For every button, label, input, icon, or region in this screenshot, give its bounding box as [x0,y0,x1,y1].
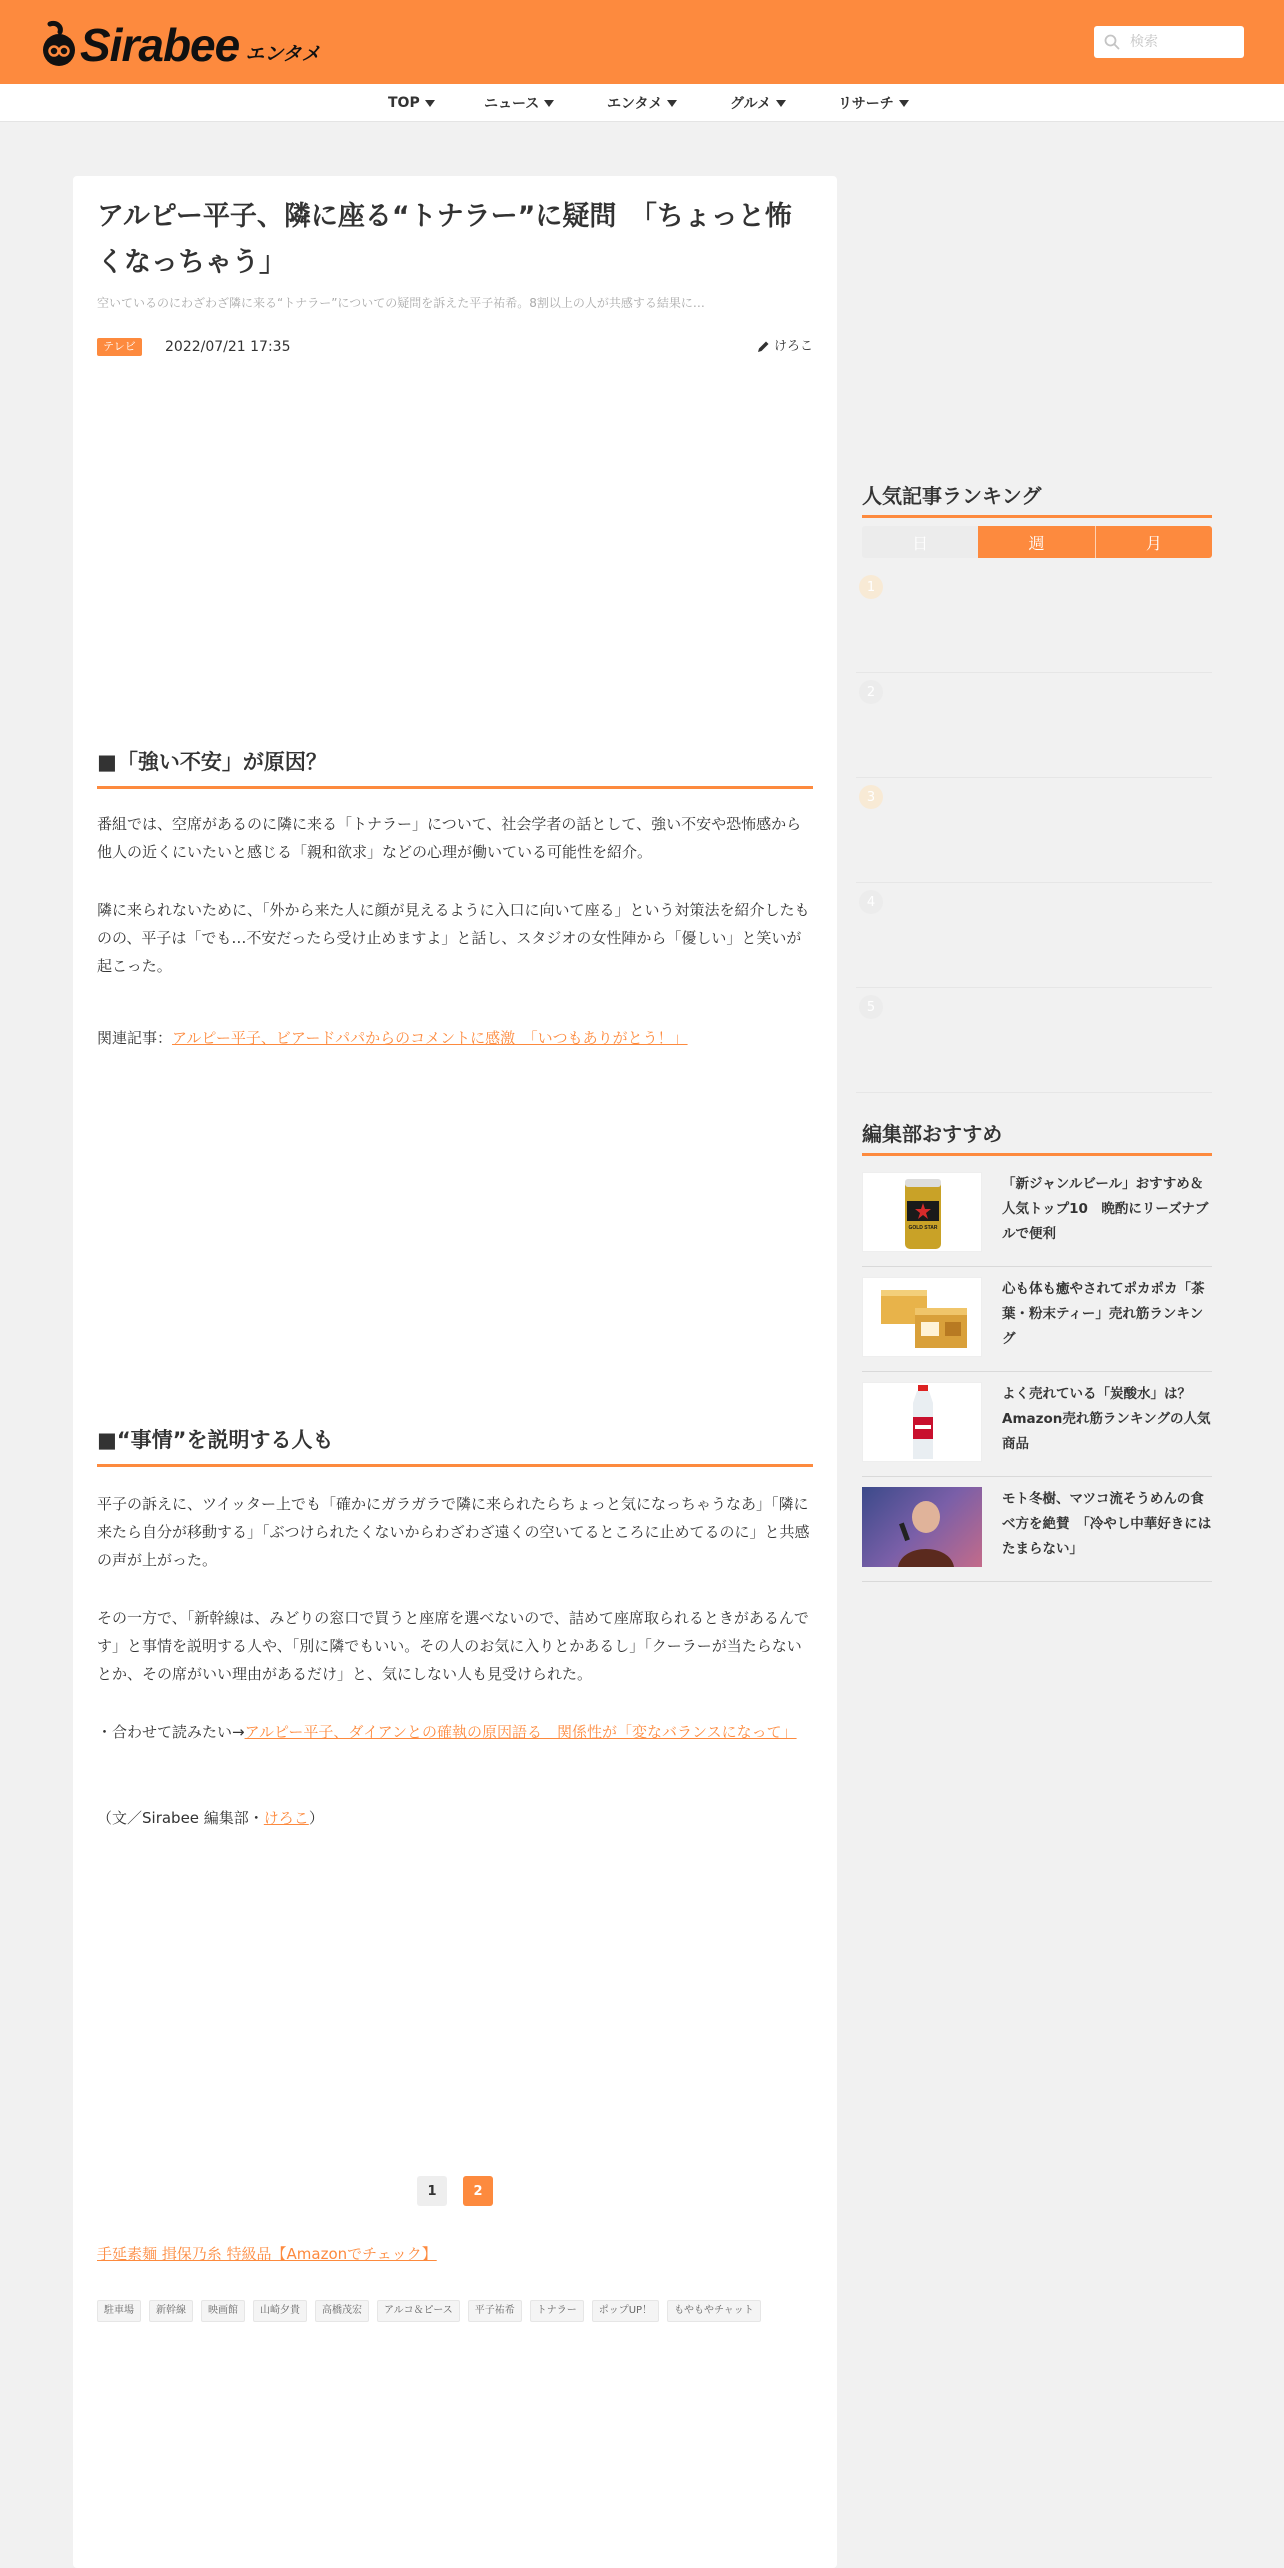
nav-item-top[interactable]: TOP [388,84,435,122]
logo-subtitle: エンタメ [245,43,321,65]
nav-item-news[interactable]: ニュース [484,84,554,122]
nav-item-gourmet[interactable]: グルメ [730,84,786,122]
tag[interactable]: 駐車場 [97,2300,141,2322]
article-card [73,176,837,2568]
recommend-title: よく売れている「炭酸水」は？Amazon売れ筋ランキングの人気商品 [1002,1386,1211,1452]
rank-number: 4 [859,890,883,914]
search-input[interactable] [1130,34,1230,50]
tag[interactable]: 高橋茂宏 [315,2300,369,2322]
recommend-item[interactable] [862,1477,1212,1582]
ranking-item[interactable] [856,568,1212,673]
page-button-1[interactable]: 1 [417,2176,447,2206]
tag[interactable]: ポップUP！ [592,2300,659,2322]
beer-can-image [862,1172,982,1252]
ranking-item[interactable] [856,778,1212,883]
tag[interactable]: 映画館 [201,2300,245,2322]
tag[interactable]: 山崎夕貴 [253,2300,307,2322]
ranking-tabs [862,526,1212,558]
main-nav [0,84,1284,122]
article-paragraph: 隣に来られないために、「外から来た人に顔が見えるように入口に向いて座る」という対策法を紹介したものの、平子は「でも…不安だったら受け止めますよ」と話し、スタジオの女性陣から「優しい」と笑いが起こった。 [97,901,810,975]
beer-can-label: GOLD STAR [908,1225,938,1231]
ranking-item[interactable] [856,883,1212,988]
rank-number: 2 [859,680,883,704]
category-badge[interactable]: テレビ [97,338,142,356]
caret-down-icon [544,100,554,107]
soda-bottle-image [862,1382,982,1462]
page-button-2[interactable]: 2 [463,2176,493,2206]
site-logo[interactable] [40,19,321,71]
promo-link[interactable]: 手延素麺 揖保乃糸 特級品【Amazonでチェック】 [97,2245,437,2263]
tag[interactable]: もやもやチャット [667,2300,761,2322]
author-name: けろこ [773,339,813,354]
tea-box-image [862,1277,982,1357]
recommend-item[interactable] [862,1267,1212,1372]
recommend-heading: 編集部おすすめ [862,1118,1212,1156]
caret-down-icon [425,100,435,107]
publish-date: 2022/07/21 17:35 [165,339,291,355]
tab-week[interactable]: 週 [978,526,1095,558]
recommend-title: モト冬樹、マツコ流そうめんの食べ方を絶賛 「冷やし中華好きにはたまらない」 [1002,1491,1212,1557]
credit-author-link[interactable]: けろこ [263,1809,309,1827]
logo-text: Sirabee [80,19,240,71]
person-photo [862,1487,982,1567]
tag[interactable]: アルコ＆ピース [377,2300,460,2322]
article-credit: （文／Sirabee 編集部・けろこ） [97,1809,324,1827]
search-icon [1104,34,1120,50]
article-paragraph: 平子の訴えに、ツイッター上でも「確かにガラガラで隣に来られたらちょっと気になっちゃうなあ」「隣に来たら自分が移動する」「ぶつけられたくないからわざわざ遠くの空いてるところに止めてるのに」と共感の声が上がった。 [97,1495,810,1569]
ranking-item[interactable] [856,988,1212,1093]
caret-down-icon [776,100,786,107]
tab-month[interactable]: 月 [1096,526,1212,558]
article-lead: 空いているのにわざわざ隣に来る“トナラー”についての疑問を訴えた平子祐希。8割以上の人が共感する結果に… [97,296,705,310]
tag[interactable]: 新幹線 [149,2300,193,2322]
tag-list [97,2300,761,2322]
caret-down-icon [899,100,909,107]
recommend-item[interactable] [862,1162,1212,1267]
recommend-title: 「新ジャンルビール」おすすめ＆人気トップ10 晩酌にリーズナブルで便利 [1002,1176,1209,1242]
nav-item-entame[interactable]: エンタメ [607,84,677,122]
article-paragraph: その一方で、「新幹線は、みどりの窓口で買うと座席を選べないので、詰めて座席取られるときがあるんです」と事情を説明する人や、「別に隣でもいい。その人のお気に入りとかあるし」「クーラーが当たらないとか、その席がいい理由があるだけ」と、気にしない人も見受けられた。 [97,1609,809,1683]
article-paragraph: 番組では、空席があるのに隣に来る「トナラー」について、社会学者の話として、強い不安や恐怖感から他人の近くにいたいと感じる「親和欲求」などの心理が働いている可能性を紹介。 [97,815,802,861]
logo-mark-icon [40,20,78,68]
also-read: ・合わせて読みたい→アルピー平子、ダイアンとの確執の原因語る 関係性が「変なバランスになって」 [97,1723,797,1741]
section-heading: ■“事情”を説明する人も [97,1424,813,1467]
tag[interactable]: トナラー [530,2300,584,2322]
author-link[interactable] [756,338,813,356]
caret-down-icon [667,100,677,107]
pencil-icon [756,340,770,354]
pagination [73,2176,837,2206]
also-read-link[interactable]: アルピー平子、ダイアンとの確執の原因語る 関係性が「変なバランスになって」 [244,1723,797,1741]
site-header [0,0,1284,84]
promo [97,2240,813,2268]
recommend-item[interactable] [862,1372,1212,1477]
ranking-heading: 人気記事ランキング [862,480,1212,518]
recommend-title: 心も体も癒やされてポカポカ「茶葉・粉末ティー」売れ筋ランキング [1002,1281,1205,1347]
nav-item-research[interactable]: リサーチ [838,84,909,122]
related-article: 関連記事：アルピー平子、ビアードパパからのコメントに感激 「いつもありがとう！」 [97,1029,688,1047]
search-box [1094,26,1244,58]
rank-number: 1 [859,575,883,599]
section-heading: ■「強い不安」が原因？ [97,746,813,789]
ranking-item[interactable] [856,673,1212,778]
rank-number: 5 [859,995,883,1019]
tab-day[interactable]: 日 [862,526,978,558]
tag[interactable]: 平子祐希 [468,2300,522,2322]
related-article-link[interactable]: アルピー平子、ビアードパパからのコメントに感激 「いつもありがとう！」 [172,1029,688,1047]
article-title: アルピー平子、隣に座る“トナラー”に疑問 「ちょっと怖くなっちゃう」 [97,201,792,278]
rank-number: 3 [859,785,883,809]
